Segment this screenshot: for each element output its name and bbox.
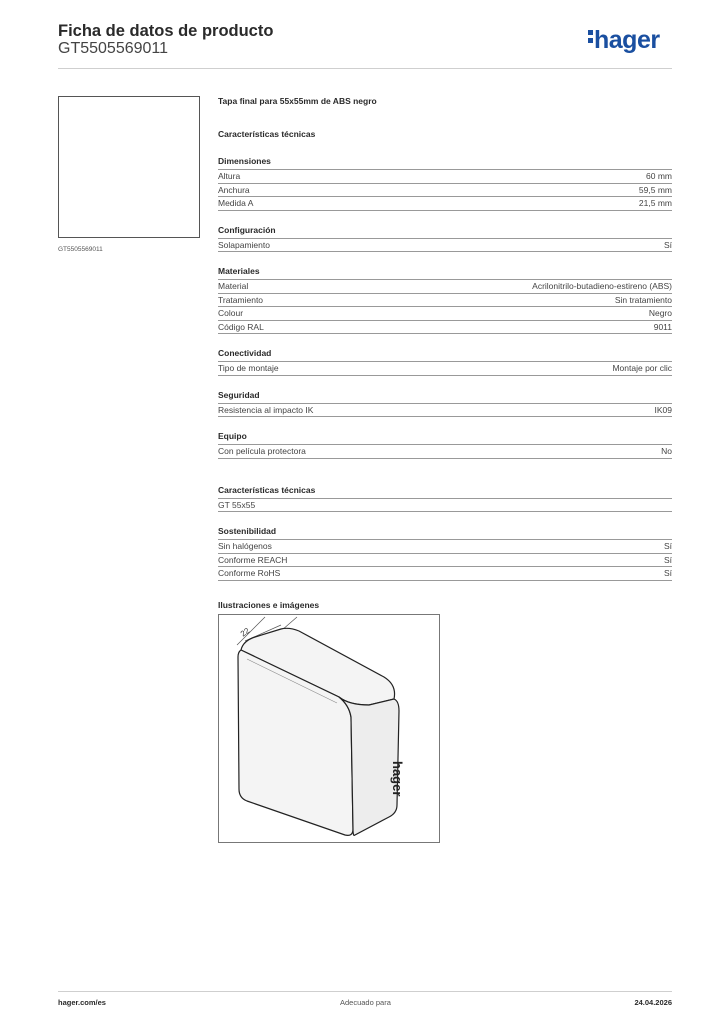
spec-label: Tratamiento [218, 294, 264, 305]
section-title: Equipo [218, 431, 672, 445]
illustrations-title: Ilustraciones e imágenes [218, 599, 320, 610]
spec-row [218, 499, 672, 513]
spec-row [218, 567, 672, 581]
spec-row [218, 239, 672, 253]
spec-label: Resistencia al impacto IK [218, 404, 314, 415]
cap-brand-mark: hager [390, 761, 405, 797]
spec-label: Código RAL [218, 321, 264, 332]
spec-value: Sí [663, 541, 672, 551]
spec-row [218, 404, 672, 418]
spec-value: Montaje por clic [612, 363, 672, 373]
section-title: Características técnicas [218, 129, 316, 139]
spec-label: Solapamiento [218, 239, 270, 250]
product-code: GT5505569011 [58, 40, 169, 57]
spec-label: GT 55x55 [218, 499, 256, 510]
logo-text: hager [594, 26, 660, 54]
logo-dots-icon [588, 27, 594, 46]
section-title: Características técnicas [218, 485, 672, 499]
section-title: Materiales [218, 266, 672, 280]
page-title: Ficha de datos de producto [58, 22, 274, 40]
spec-value: 9011 [653, 321, 672, 332]
spec-label: Medida A [218, 198, 254, 208]
spec-value: No [661, 446, 672, 456]
product-photo-placeholder [58, 96, 200, 238]
spec-value: 21,5 mm [638, 198, 672, 208]
spec-row [218, 362, 672, 376]
spec-label: Colour [218, 308, 244, 318]
footer-date: 24.04.2026 [634, 998, 672, 1007]
product-photo-caption: GT5505569011 [58, 246, 103, 253]
spec-value: Sí [663, 554, 672, 565]
spec-label: Tipo de montaje [218, 363, 279, 373]
footer-center-text: Adecuado para [340, 998, 391, 1007]
spec-row [218, 184, 672, 198]
spec-content [218, 96, 672, 613]
spec-label: Altura [218, 171, 241, 181]
spec-value: Sí [663, 568, 672, 578]
section-title: Seguridad [218, 390, 672, 404]
spec-row [218, 445, 672, 459]
spec-row [218, 294, 672, 308]
end-cap-drawing [219, 615, 439, 842]
spec-label: Sin halógenos [218, 541, 272, 551]
spec-sections [218, 129, 672, 581]
spec-value: 60 mm [646, 171, 672, 181]
section-title: Dimensiones [218, 156, 672, 170]
spec-row [218, 197, 672, 211]
spec-row [218, 540, 672, 554]
footer-divider [58, 991, 672, 992]
spec-value: Acrilonitrilo-butadieno-estireno (ABS) [532, 281, 672, 291]
spec-row [218, 170, 672, 184]
spec-row [218, 321, 672, 335]
product-illustration [218, 614, 440, 843]
hager-logo [588, 26, 660, 55]
dimension-label: 22 [238, 626, 252, 639]
spec-value: Sí [663, 239, 672, 250]
section-title: Sostenibilidad [218, 526, 672, 540]
spec-label: Anchura [218, 184, 250, 195]
spec-label: Material [218, 281, 249, 291]
section-title: Conectividad [218, 348, 672, 362]
header-divider [58, 68, 672, 69]
product-name: Tapa final para 55x55mm de ABS negro [218, 96, 377, 106]
footer-website-link[interactable]: hager.com/es [58, 998, 106, 1007]
spec-value: 59,5 mm [638, 184, 672, 195]
spec-label: Conforme REACH [218, 554, 288, 565]
spec-label: Con película protectora [218, 446, 306, 456]
spec-label: Conforme RoHS [218, 568, 281, 578]
spec-value: Sin tratamiento [614, 294, 672, 305]
spec-row [218, 307, 672, 321]
spec-row [218, 280, 672, 294]
section-title: Configuración [218, 225, 672, 239]
spec-value: Negro [648, 308, 672, 318]
spec-value: IK09 [654, 404, 672, 415]
spec-row [218, 554, 672, 568]
